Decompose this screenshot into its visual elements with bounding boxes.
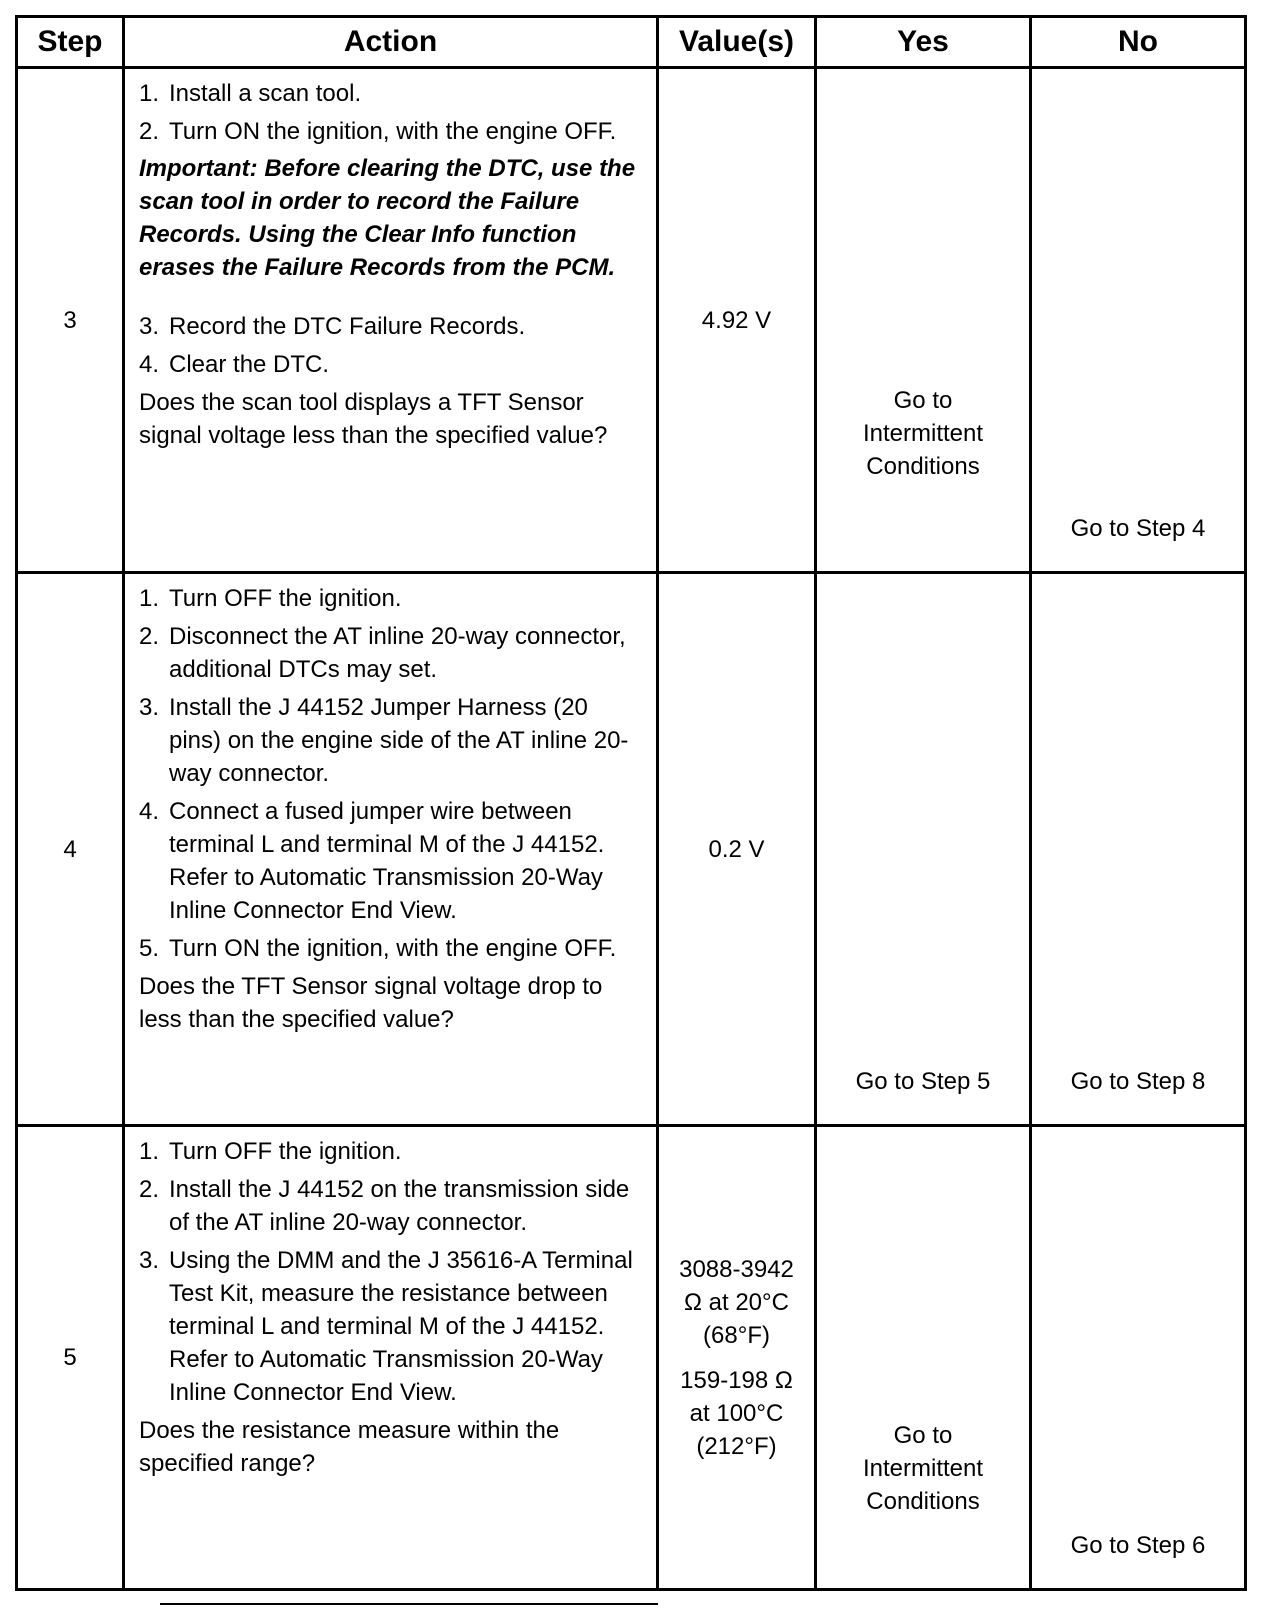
action-item: 4. Connect a fused jumper wire between terminal L and terminal M of the J 44152. Refer to Automatic Transmission 20-Way Inline Connector End View. [139,798,605,924]
header-no: No [1031,17,1246,68]
no-cell [1031,573,1246,1126]
action-item: 5. Turn ON the ignition, with the engine OFF. [139,935,617,962]
diagnostic-table [15,15,1247,1591]
no-link[interactable]: Go to Step 6 [1070,1532,1206,1559]
action-item: 1. Install a scan tool. [139,80,362,107]
action-cell [124,68,658,573]
step-number: 3 [17,68,124,573]
header-yes: Yes [816,17,1031,68]
action-cell [124,573,658,1126]
step-number: 5 [17,1126,124,1590]
header-row [17,17,1246,68]
no-cell [1031,1126,1246,1590]
yes-cell [816,573,1031,1126]
value-cell [658,68,816,573]
action-question: Does the resistance measure within the specified range? [139,1417,560,1477]
important-note: Important: Before clearing the DTC, use the scan tool in order to record the Failure Records. Using the Clear Info function erases the Failure Records from the PCM. [139,155,636,281]
step-number: 4 [17,573,124,1126]
bottom-rule [160,1603,658,1605]
value-cell [658,573,816,1126]
value-text: 4.92 V [701,306,772,334]
table-row [17,1126,1246,1590]
action-question: Does the scan tool displays a TFT Sensor signal voltage less than the specified value? [139,389,608,449]
no-link[interactable]: Go to Step 4 [1070,515,1206,542]
action-item: 4. Clear the DTC. [139,351,330,378]
action-item: 1. Turn OFF the ignition. [139,1138,402,1165]
table-row [17,68,1246,573]
action-item: 1. Turn OFF the ignition. [139,585,402,612]
header-step: Step [17,17,124,68]
table-row [17,573,1246,1126]
value-text: 3088-3942 Ω at 20°C (68°F) [679,1255,794,1349]
yes-link[interactable]: Go to Intermittent Conditions [862,387,984,480]
action-item: 2. Turn ON the ignition, with the engine OFF. [139,118,617,145]
no-cell [1031,68,1246,573]
yes-link[interactable]: Go to Step 5 [855,1068,991,1095]
yes-cell [816,68,1031,573]
action-reference: Refer to Automatic Transmission 20-Way Inline Connector End View. [169,864,603,924]
yes-cell [816,1126,1031,1590]
value-text: 0.2 V [708,835,765,863]
header-action: Action [124,17,658,68]
action-cell [124,1126,658,1590]
action-item: 3. Using the DMM and the J 35616-A Terminal Test Kit, measure the resistance between terminal L and terminal M of the J 44152. Refer to Automatic Transmission 20-Way Inline Connector End View. [139,1247,633,1406]
action-item: 3. Install the J 44152 Jumper Harness (20 pins) on the engine side of the AT inline 20-way connector. [139,694,629,787]
action-item: 2. Disconnect the AT inline 20-way connector, additional DTCs may set. [139,623,626,683]
action-question: Does the TFT Sensor signal voltage drop to less than the specified value? [139,973,603,1033]
action-item: 3. Record the DTC Failure Records. [139,313,526,340]
yes-link[interactable]: Go to Intermittent Conditions [862,1422,984,1515]
no-link[interactable]: Go to Step 8 [1070,1068,1206,1095]
header-values: Value(s) [658,17,816,68]
value-cell [658,1126,816,1590]
action-reference: Refer to Automatic Transmission 20-Way Inline Connector End View. [169,1346,603,1406]
value-text: 159-198 Ω at 100°C (212°F) [680,1366,793,1460]
action-item: 2. Install the J 44152 on the transmission side of the AT inline 20-way connector. [139,1176,630,1236]
